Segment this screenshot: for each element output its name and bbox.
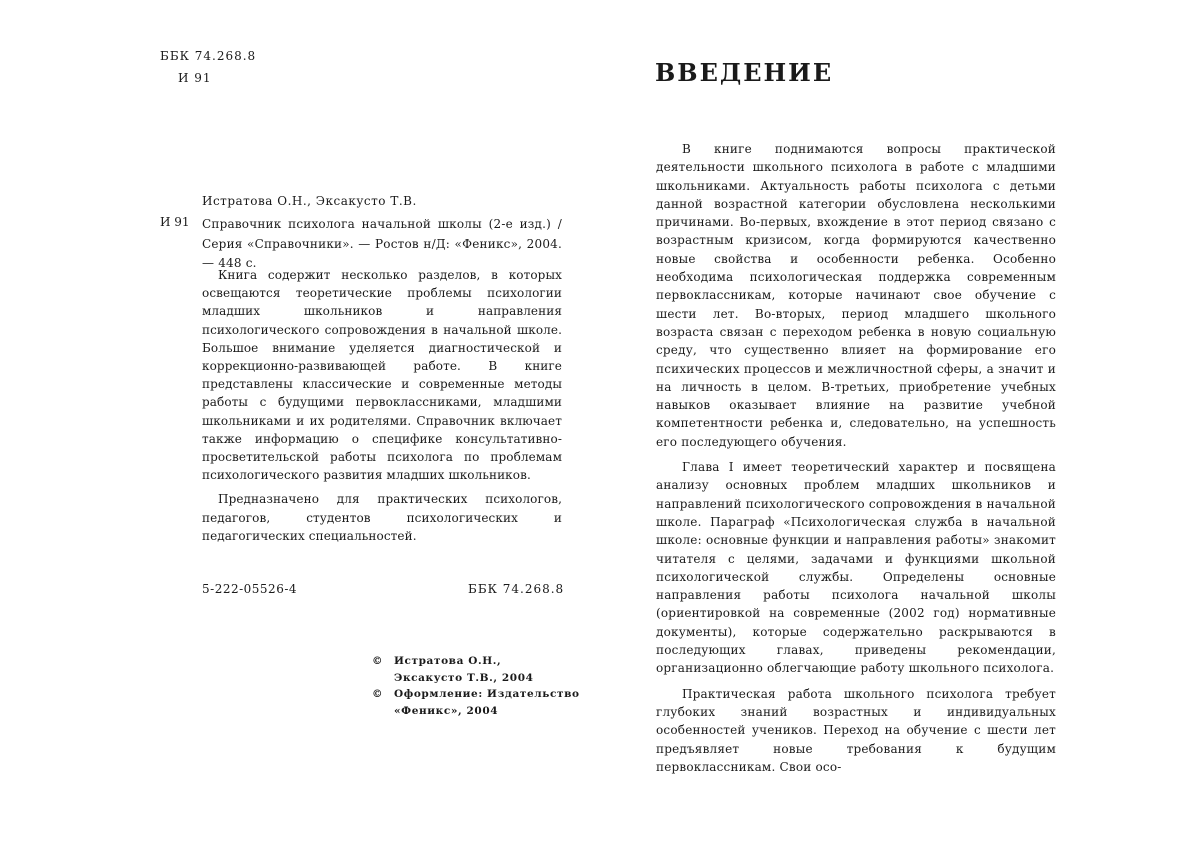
bbk-code-bottom: ББК 74.268.8 [468, 582, 564, 596]
bbk-code-top: ББК 74.268.8 [160, 49, 256, 63]
index-code: И 91 [160, 215, 190, 229]
abstract [202, 266, 562, 545]
abstract-paragraph: Предназначено для практических психологов, педагогов, студентов психологических и педагогических специальностей. [202, 490, 562, 545]
copyright-block [372, 653, 612, 719]
introduction-text [656, 140, 1056, 776]
body-paragraph: В книге поднимаются вопросы практической деятельности школьного психолога в работе с младшими школьниками. Актуальность работы психолога с детьми данной возрастной категории обусловлена несколькими причинами. Во-первых, вхождение в этот период связано с возрастным кризисом, когда формируются качественно новые свойства и особенности ребенка. Особенно необходима психологическая поддержка современным первоклассникам, которые начинают свое обучение с шести лет. Во-вторых, период младшего школьного возраста связан с переходом ребенка в новую социальную среду, что существенно влияет на формирование его психических процессов и межличностной сферы, а значит и на личность в целом. В-третьих, приобретение учебных навыков оказывает влияние на развитие учебной компетентности ребенка и, следовательно, на успешность его последующего обучения. [656, 140, 1056, 451]
copyright-text: Оформление: Издательство [394, 688, 580, 700]
left-page [0, 0, 600, 849]
body-paragraph: Глава I имеет теоретический характер и посвящена анализу основных проблем младших школьников и направлений психологического сопровождения в начальной школе. Параграф «Психологическая служба в начальной школе: основные функции и направления работы» знакомит читателя с целями, задачами и функциями школьной психологической службы. Определены основные направления работы психолога начальной школы (ориентировкой на современные (2002 год) нормативные документы), которые содержательно раскрываются в последующих главах, приведены рекомендации, организационно облегчающие работу школьного психолога. [656, 458, 1056, 678]
right-page [600, 0, 1200, 849]
authors: Истратова О.Н., Эксакусто Т.В. [202, 194, 417, 208]
copyright-text: Истратова О.Н., [394, 655, 501, 667]
body-paragraph: Практическая работа школьного психолога требует глубоких знаний возрастных и индивидуальных особенностей учеников. Переход на обучение с шести лет предъявляет новые требования к будущим первоклассникам. Свои осо- [656, 685, 1056, 776]
index-code-top: И 91 [178, 71, 212, 85]
bibliographic-entry: Справочник психолога начальной школы (2-е изд.) / Серия «Справочники». — Ростов н/Д: «Феникс», 2004. — 448 с. [202, 215, 562, 274]
chapter-heading: ВВЕДЕНИЕ [655, 58, 833, 87]
copyright-icon: © [372, 653, 394, 670]
copyright-line [372, 653, 612, 670]
copyright-line: Эксакусто Т.В., 2004 [372, 670, 612, 687]
copyright-line [372, 686, 612, 703]
isbn: 5-222-05526-4 [202, 582, 297, 596]
copyright-line: «Феникс», 2004 [372, 703, 612, 720]
copyright-icon: © [372, 686, 394, 703]
abstract-paragraph: Книга содержит несколько разделов, в которых освещаются теоретические проблемы психологии младших школьников и направления психологического сопровождения в начальной школе. Большое внимание уделяется диагностической и коррекционно-развивающей работе. В книге представлены классические и современные методы работы с будущими первоклассниками, младшими школьниками и их родителями. Справочник включает также информацию о специфике консультативно-просветительской работы психолога по проблемам психологического развития младших школьников. [202, 266, 562, 484]
